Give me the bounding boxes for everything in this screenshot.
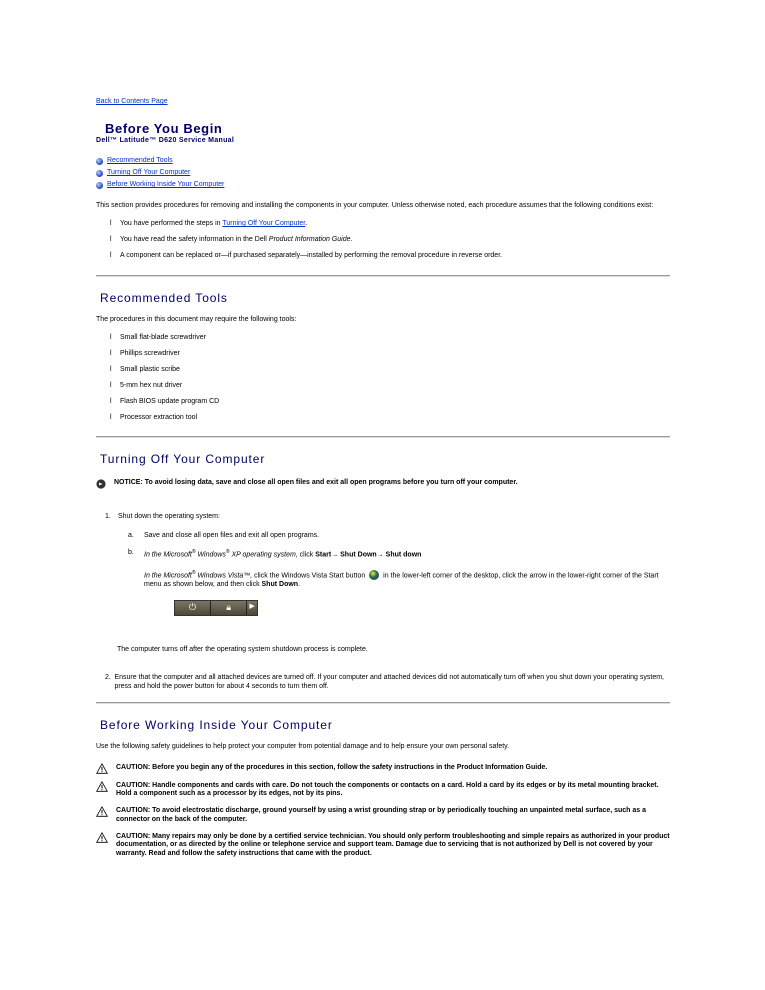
conditions-list xyxy=(96,217,670,265)
caution-triangle-icon xyxy=(96,763,108,774)
list-bullet: l xyxy=(110,220,112,228)
toc-item-turning-off xyxy=(96,168,670,180)
tools-list xyxy=(96,330,670,426)
list-item-text: A component can be replaced or—if purchased separately—installed by performing the removal procedure in reverse order. xyxy=(120,252,503,260)
list-item-text: . xyxy=(305,220,308,228)
bullet-icon xyxy=(96,170,103,177)
list-item-text: Small flat-blade screwdriver xyxy=(120,333,206,341)
list-item xyxy=(96,346,670,362)
shutdown-complete-text: The computer turns off after the operating system shutdown process is complete. xyxy=(117,645,368,653)
caution-text: Before you begin any of the procedures in this section, follow the safety instructions in the Product Information Guide. xyxy=(150,763,548,771)
caution-label: CAUTION: xyxy=(116,781,151,789)
document-page xyxy=(96,98,670,859)
list-item-text: . xyxy=(350,236,353,244)
caution-triangle-icon xyxy=(96,806,108,817)
step-number: 1. xyxy=(105,513,111,521)
caution-list xyxy=(96,764,670,859)
caution-triangle-icon xyxy=(96,832,108,843)
section-heading-tools: Recommended Tools xyxy=(100,290,228,305)
list-bullet: l xyxy=(110,333,112,341)
notice-label: NOTICE: xyxy=(114,479,143,487)
list-item xyxy=(96,410,670,426)
caution-triangle-icon xyxy=(96,781,108,792)
os-text: In the Microsoft xyxy=(144,572,192,580)
caution-label: CAUTION: xyxy=(116,763,151,771)
list-item-text: You have performed the steps in xyxy=(120,220,223,228)
list-bullet: l xyxy=(110,349,112,357)
registered-mark: ® xyxy=(191,548,196,555)
turning-off-link[interactable]: Turning Off Your Computer xyxy=(222,220,306,228)
list-item-text: Processor extraction tool xyxy=(120,413,198,421)
toc-link-before-working[interactable]: Before Working Inside Your Computer xyxy=(107,181,225,189)
list-bullet: l xyxy=(110,413,112,421)
section-divider xyxy=(96,275,670,277)
list-bullet: l xyxy=(110,381,112,389)
vista-instructions xyxy=(144,570,664,590)
substep-marker: b. xyxy=(128,548,134,556)
list-item-text: Flash BIOS update program CD xyxy=(120,397,220,405)
start-label: Start xyxy=(315,551,332,559)
bullet-icon xyxy=(96,158,103,165)
caution-box xyxy=(96,764,670,774)
toc-item-recommended-tools xyxy=(96,156,670,168)
toc-link-turning-off[interactable]: Turning Off Your Computer xyxy=(107,169,191,177)
caution-text: To avoid electrostatic discharge, ground yourself by using a wrist grounding strap or by periodically touching an unpainted metal surface, such as a connector on the back of the computer. xyxy=(116,807,647,823)
os-text: XP operating system, xyxy=(229,551,298,559)
os-text: In the Microsoft xyxy=(144,551,192,559)
list-item xyxy=(96,378,670,394)
section-heading-turning-off: Turning Off Your Computer xyxy=(100,452,266,467)
safety-intro: Use the following safety guidelines to help protect your computer from potential damage and to help ensure your own personal safety. xyxy=(96,742,510,750)
list-item-text: You have read the safety information in the Dell xyxy=(120,236,269,244)
substep-a xyxy=(96,532,670,541)
substep-b xyxy=(96,549,670,560)
substep-text: Save and close all open files and exit all open programs. xyxy=(144,532,320,539)
section-divider xyxy=(96,436,670,438)
list-item xyxy=(96,249,670,265)
toc-item-before-working xyxy=(96,180,670,192)
substep-text: click xyxy=(297,551,316,559)
registered-mark: ® xyxy=(225,548,230,555)
notice-box xyxy=(96,479,670,489)
list-item-text: Small plastic scribe xyxy=(120,365,180,373)
step-number: 2. xyxy=(105,674,111,682)
vista-text: in the lower-left corner of the desktop, click the arrow in the lower-right corner of the Start menu as shown below, and then click xyxy=(144,572,659,588)
guide-title: Product Information Guide xyxy=(268,236,351,244)
list-item xyxy=(96,217,670,233)
shutdown-label: Shut down xyxy=(385,551,422,559)
caution-text: Handle components and cards with care. Do not touch the components or contacts on a card. Hold a card by its edges or by its metal mounting bracket. Hold a component such as a processor by its edges, not by its pins. xyxy=(116,781,659,798)
substep-marker: a. xyxy=(128,532,134,539)
step-2 xyxy=(96,674,670,692)
list-item-text: 5-mm hex nut driver xyxy=(120,381,183,389)
intro-text: This section provides procedures for removing and installing the components in your computer. Unless otherwise noted, each procedure assumes that the following conditions exist: xyxy=(96,201,654,209)
list-item-text: Phillips screwdriver xyxy=(120,349,180,357)
caution-label: CAUTION: xyxy=(116,807,151,815)
toc-link-recommended-tools[interactable]: Recommended Tools xyxy=(107,157,173,165)
caution-box xyxy=(96,833,670,859)
notice-icon xyxy=(96,479,106,489)
bullet-icon xyxy=(96,182,103,189)
arrow-glyph: → xyxy=(331,551,339,559)
list-item xyxy=(96,394,670,410)
manual-subtitle: Dell™ Latitude™ D620 Service Manual xyxy=(96,137,235,144)
list-bullet: l xyxy=(110,365,112,373)
caution-box xyxy=(96,782,670,800)
step-1 xyxy=(96,513,670,522)
arrow-glyph: → xyxy=(376,551,384,559)
toc-list xyxy=(96,156,670,192)
list-item xyxy=(96,362,670,378)
power-icon: ⏻ xyxy=(189,602,197,613)
vista-start-orb-icon xyxy=(369,570,379,580)
tools-intro: The procedures in this document may require the following tools: xyxy=(96,315,297,323)
section-heading-before-working: Before Working Inside Your Computer xyxy=(100,717,333,732)
os-text: Windows Vista™, xyxy=(195,572,253,580)
vista-shutdown-bar-image xyxy=(174,600,258,616)
list-item xyxy=(96,330,670,346)
step-text: Ensure that the computer and all attached devices are turned off. If your computer and attached devices did not automatically turn off when you shut down your operating system, press and hold the power button for about 4 seconds to turn them off. xyxy=(114,674,664,691)
section-divider xyxy=(96,702,670,704)
os-text: Windows xyxy=(195,551,226,559)
caution-box xyxy=(96,807,670,825)
shutdown-label: Shut Down xyxy=(261,580,299,588)
lock-icon: 🔒︎ xyxy=(210,601,246,615)
caution-text: Many repairs may only be done by a certified service technician. You should only perform troubleshooting and simple repairs as authorized in your product documentation, or as directed by the online or telephone service and support team. Damage due to servicing that is not authorized by Dell is not covered by your warranty. Read and follow the safety instructions that came with the product. xyxy=(116,832,670,858)
list-bullet: l xyxy=(110,397,112,405)
notice-text: To avoid losing data, save and close all open files and exit all open programs before you turn off your computer. xyxy=(142,479,518,487)
list-bullet: l xyxy=(110,236,112,244)
list-item xyxy=(96,233,670,249)
registered-mark: ® xyxy=(191,569,196,576)
caution-label: CAUTION: xyxy=(116,832,151,840)
page-title: Before You Begin xyxy=(105,120,223,136)
step-text: Shut down the operating system: xyxy=(118,513,220,521)
steps-list xyxy=(96,513,670,692)
list-bullet: l xyxy=(110,252,112,260)
shutdown-label: Shut Down xyxy=(340,551,377,559)
arrow-right-icon: ▶ xyxy=(246,601,257,615)
vista-text: click the Windows Vista Start button xyxy=(252,572,368,580)
vista-text: . xyxy=(298,580,301,588)
back-to-contents-link[interactable]: Back to Contents Page xyxy=(96,98,168,105)
